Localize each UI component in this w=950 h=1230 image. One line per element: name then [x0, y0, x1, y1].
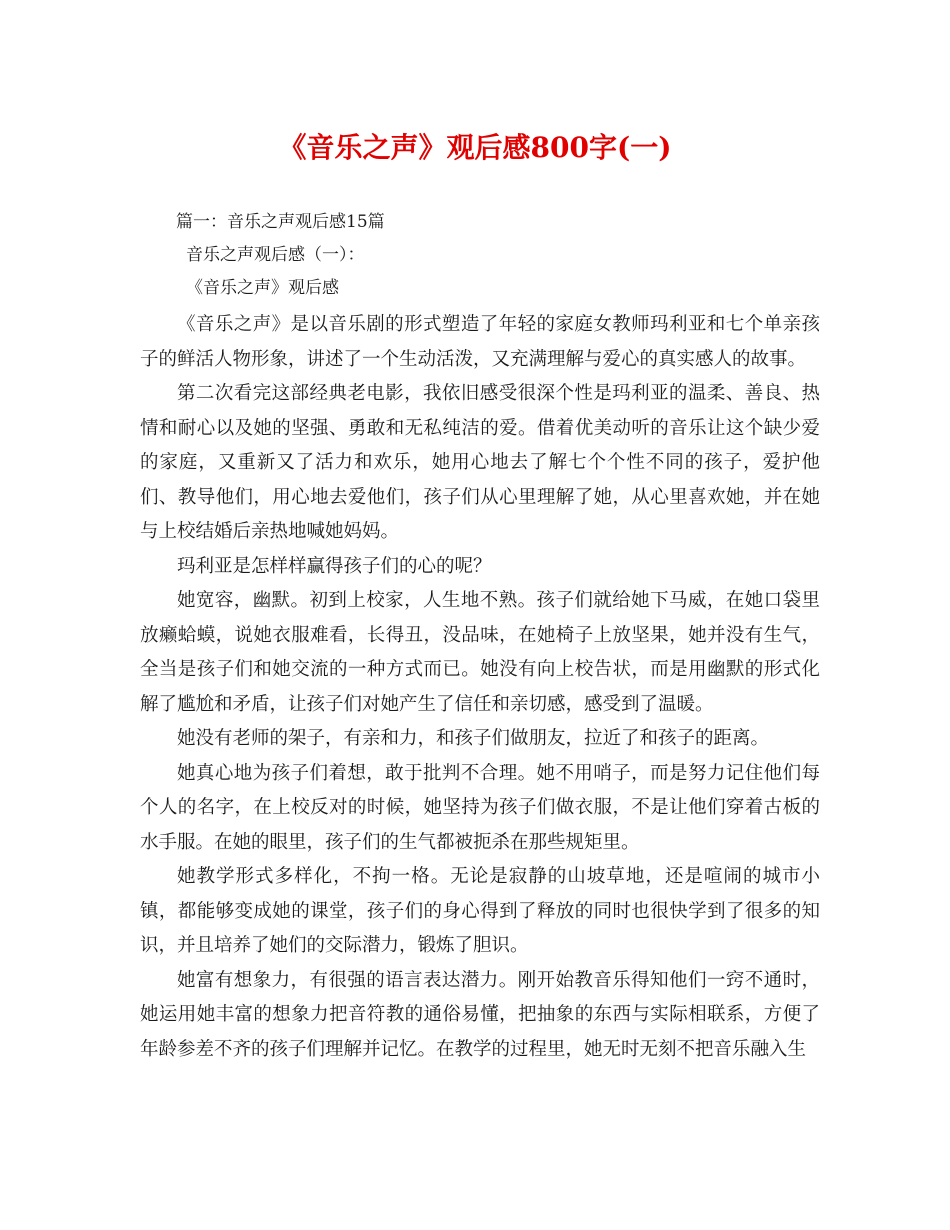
- sub-heading: 音乐之声观后感（一）：: [186, 245, 365, 265]
- paragraph: 她真心地为孩子们着想，敢于批判不合理。她不用哨子，而是努力记住他们每个人的名字，在上校反对的时候，她坚持为孩子们做衣服，不是让他们穿着古板的水手服。在她的眼里，孩子们的生气都被扼杀在那些规矩里。: [140, 762, 820, 853]
- paragraph: 《音乐之声》是以音乐剧的形式塑造了年轻的家庭女教师玛利亚和七个单亲孩子的鲜活人物形象，讲述了一个生动活泼，又充满理解与爱心的真实感人的故事。: [140, 314, 820, 370]
- article-title: 《音乐之声》观后感: [186, 278, 339, 298]
- paragraph: 她没有老师的架子，有亲和力，和孩子们做朋友，拉近了和孩子的距离。: [177, 728, 770, 749]
- paragraph: 玛利亚是怎样样赢得孩子们的心的呢？: [177, 555, 492, 577]
- paragraph: 她宽容，幽默。初到上校家，人生地不熟。孩子们就给她下马威，在她口袋里放癞蛤蟆，说她衣服难看，长得丑，没品味，在她椅子上放坚果，她并没有生气，全当是孩子们和她交流的一种方式而已。她没有向上校告状，而是用幽默的形式化解了尴尬和矛盾，让孩子们对她产生了信任和亲切感，感受到了温暖。: [140, 590, 820, 715]
- paragraph: 第二次看完这部经典老电影，我依旧感受很深个性是玛利亚的温柔、善良、热情和耐心以及她的坚强、勇敢和无私纯洁的爱。借着优美动听的音乐让这个缺少爱的家庭，又重新又了活力和欢乐，她用心地去了解七个个性不同的孩子，爱护他们、教导他们，用心地去爱他们，孩子们从心里理解了她，从心里喜欢她，并在她与上校结婚后亲热地喊她妈妈。: [140, 383, 820, 542]
- document-title: 《音乐之声》观后感800字(一): [278, 131, 672, 164]
- paragraph: 她教学形式多样化，不拘一格。无论是寂静的山坡草地，还是喧闹的城市小镇，都能够变成她的课堂，孩子们的身心得到了释放的同时也很快学到了很多的知识，并且培养了她们的交际潜力，锻炼了胆识。: [140, 866, 820, 956]
- paragraph: 她富有想象力，有很强的语言表达潜力。刚开始教音乐得知他们一窍不通时，她运用她丰富的想象力把音符教的通俗易懂，把抽象的东西与实际相联系，方便了年龄参差不齐的孩子们理解并记忆。在教学的过程里，她无时无刻不把音乐融入生: [140, 969, 820, 1060]
- section-heading: 篇一：音乐之声观后感15篇: [176, 212, 385, 232]
- article-body: [140, 308, 820, 1067]
